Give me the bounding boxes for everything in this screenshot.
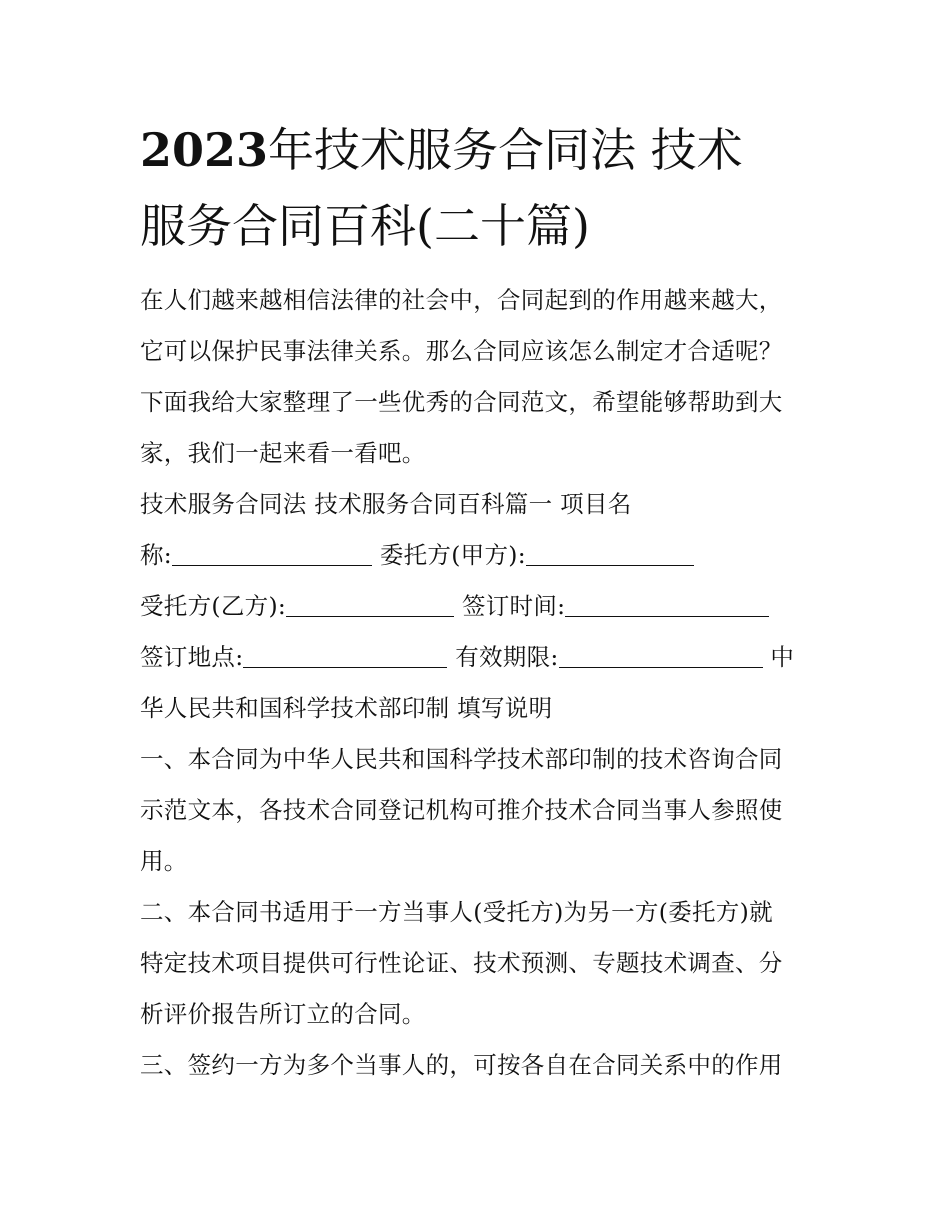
project-name-label: 称:: [140, 541, 173, 569]
section-heading: 技术服务合同法 技术服务合同百科篇一 项目名: [140, 490, 632, 518]
field-row-trustee-time: [140, 591, 830, 621]
field-row-project-client: [140, 540, 830, 570]
sign-place-blank[interactable]: [243, 645, 447, 668]
client-label: 委托方(甲方):: [379, 541, 526, 569]
instruction-line: 析评价报告所订立的合同。: [140, 1000, 426, 1028]
instruction-line: 用。: [140, 847, 188, 875]
validity-blank[interactable]: [559, 645, 763, 668]
instruction-line: 示范文本，各技术合同登记机构可推介技术合同当事人参照使: [140, 796, 783, 824]
title-line2: 服务合同百科(二十篇): [140, 199, 590, 253]
intro-line: 它可以保护民事法律关系。那么合同应该怎么制定才合适呢？: [140, 337, 783, 365]
sign-time-blank[interactable]: [565, 594, 769, 617]
trustee-blank[interactable]: [286, 594, 454, 617]
sign-time-label: 签订时间:: [461, 592, 566, 620]
validity-label: 有效期限:: [455, 643, 559, 671]
project-name-blank[interactable]: [172, 543, 372, 566]
title-line1-rest: 年技术服务合同法 技术: [268, 123, 743, 177]
trailing-char: 中: [770, 643, 795, 671]
instruction-line: 特定技术项目提供可行性论证、技术预测、专题技术调查、分: [140, 949, 783, 977]
intro-line: 家，我们一起来看一看吧。: [140, 439, 426, 467]
sign-place-label: 签订地点:: [140, 643, 244, 671]
field-row-place-validity: [140, 642, 830, 672]
instruction-line: 二、本合同书适用于一方当事人(受托方)为另一方(委托方)就: [140, 898, 773, 926]
printed-by-line: 华人民共和国科学技术部印制 填写说明: [140, 694, 553, 722]
instruction-line: 三、签约一方为多个当事人的，可按各自在合同关系中的作用: [140, 1051, 783, 1079]
trustee-label: 受托方(乙方):: [140, 592, 287, 620]
title-year: 2023: [140, 123, 269, 177]
client-blank[interactable]: [526, 543, 694, 566]
instruction-line: 一、本合同为中华人民共和国科学技术部印制的技术咨询合同: [140, 745, 783, 773]
intro-line: 下面我给大家整理了一些优秀的合同范文，希望能够帮助到大: [140, 388, 783, 416]
intro-line: 在人们越来越相信法律的社会中，合同起到的作用越来越大，: [140, 286, 783, 314]
document-title: [140, 112, 840, 264]
